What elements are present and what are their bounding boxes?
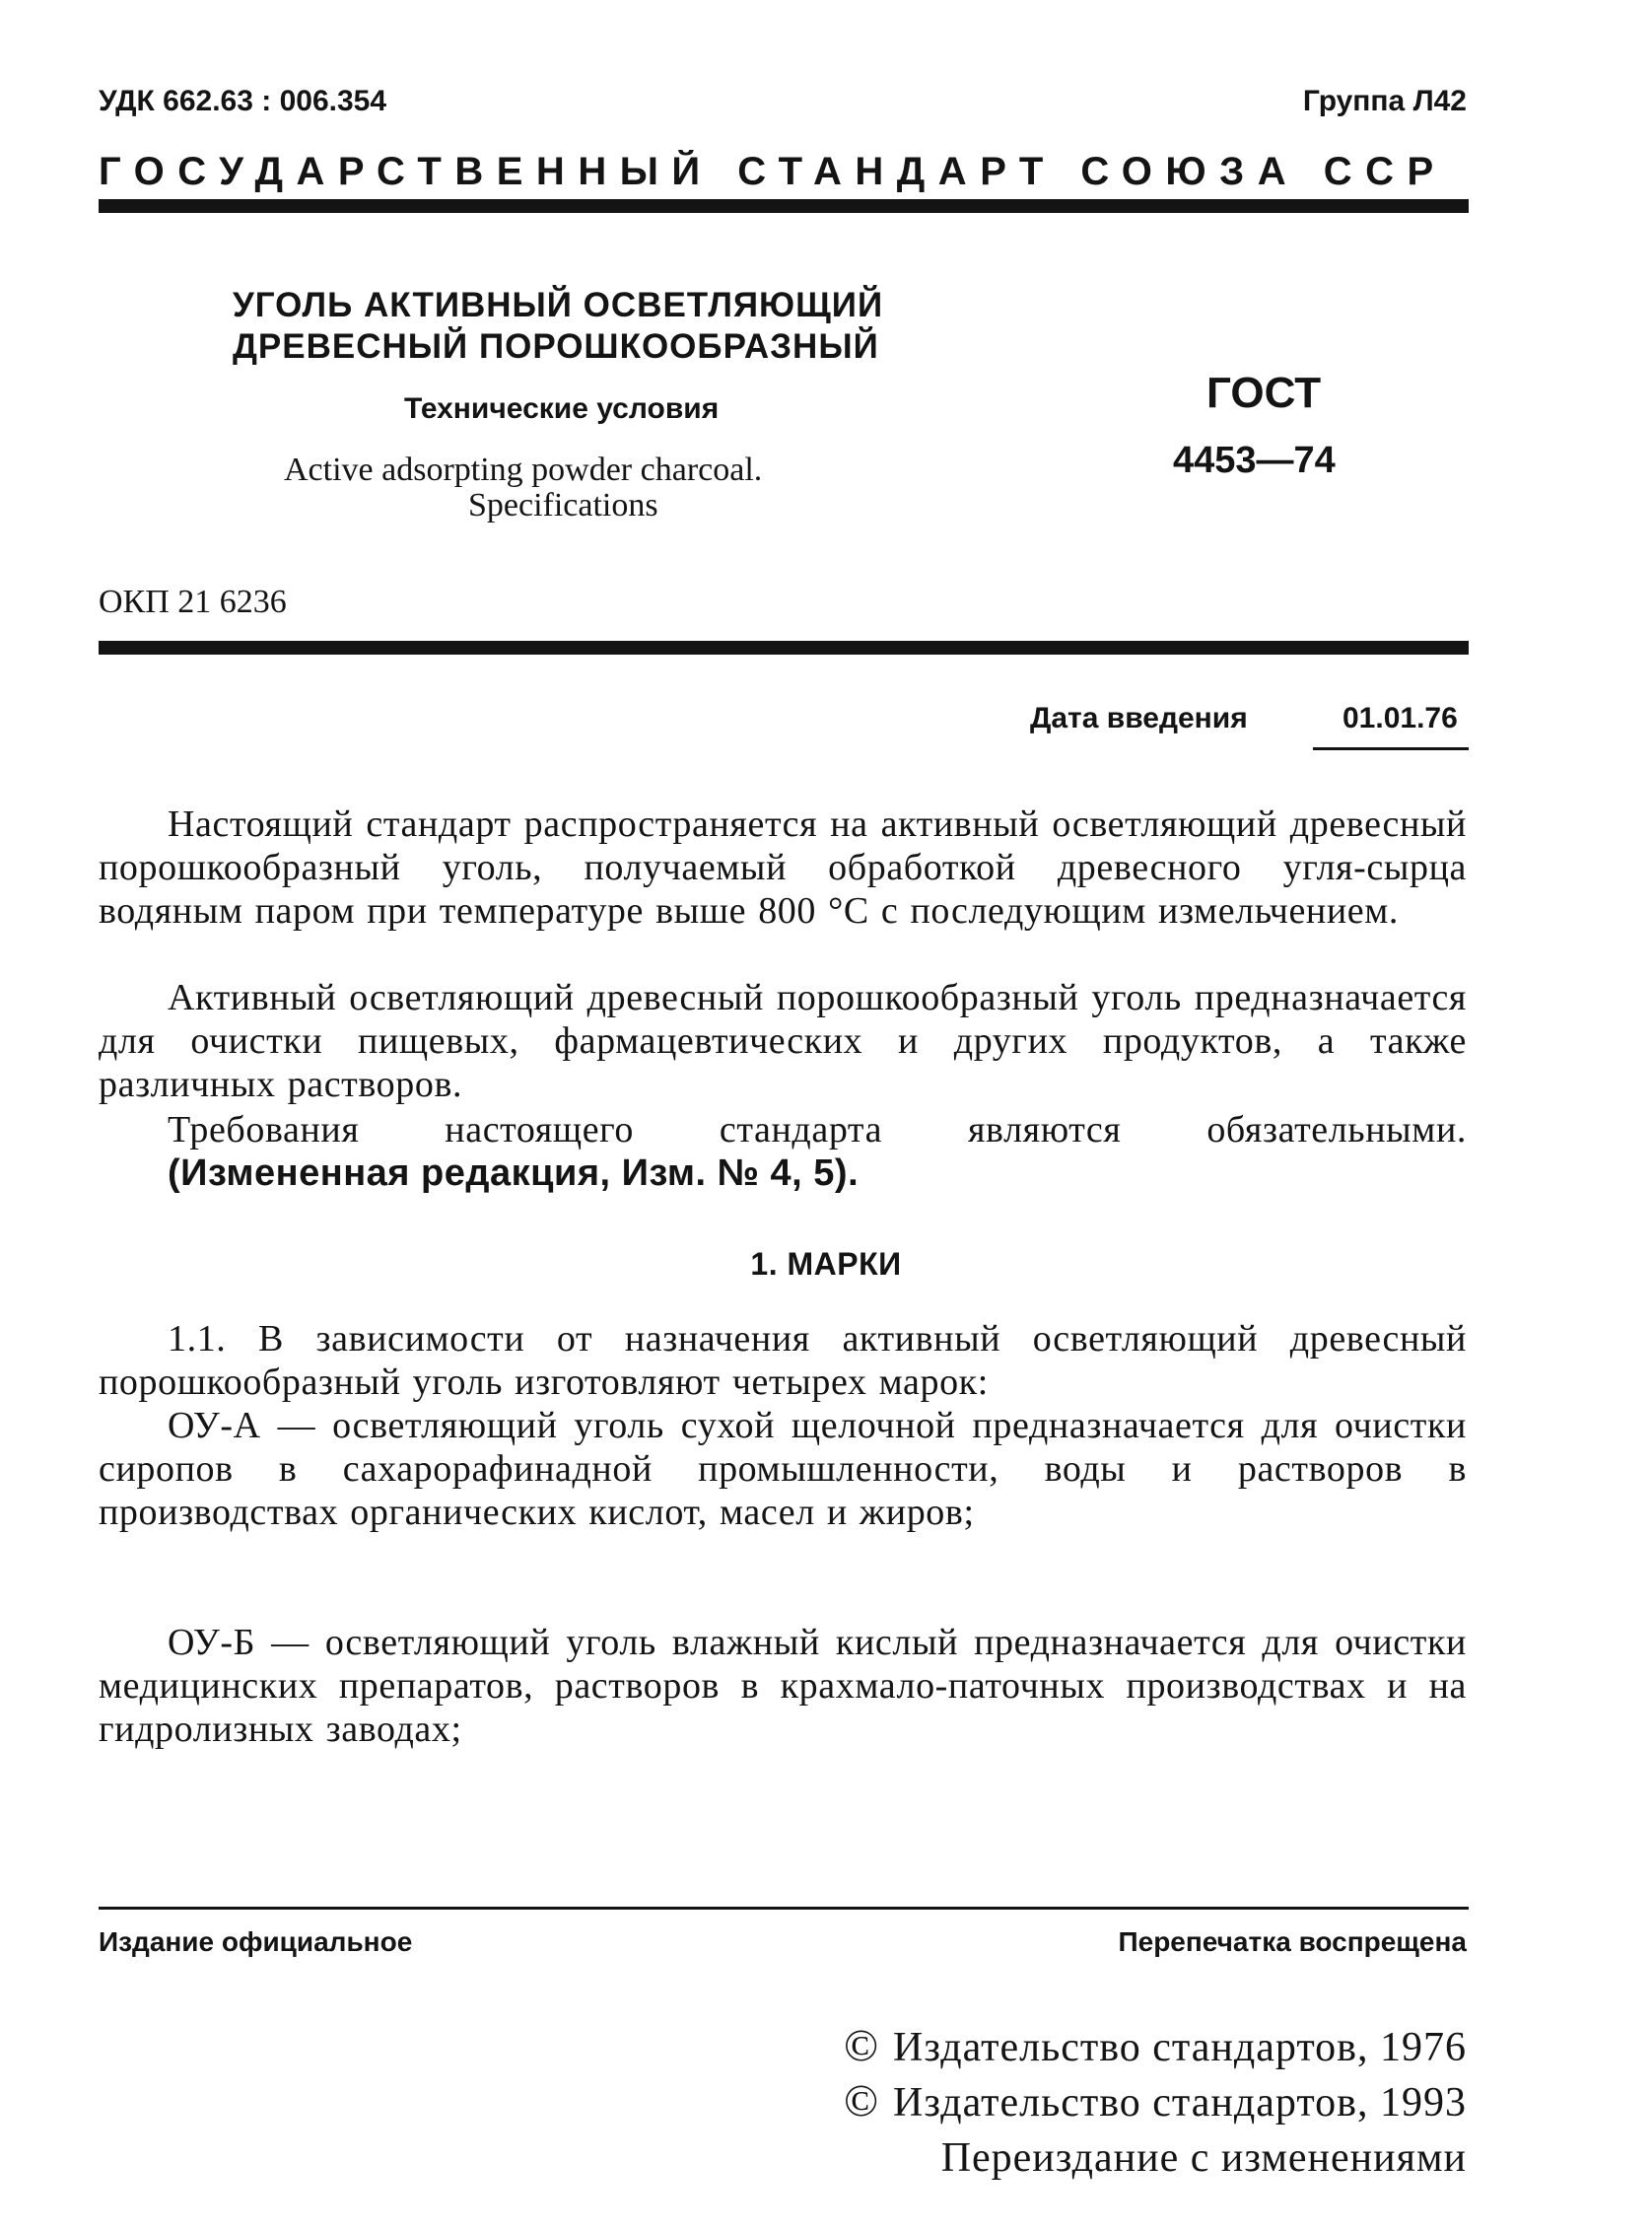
header-divider — [99, 199, 1469, 213]
date-underline — [1313, 747, 1469, 750]
state-standard-heading: ГОСУДАРСТВЕННЫЙ СТАНДАРТ СОЮЗА ССР — [99, 150, 1447, 193]
group-code: Группа Л42 — [1302, 85, 1467, 117]
section-heading-grades: 1. МАРКИ — [750, 1246, 902, 1282]
english-title-line2: Specifications — [468, 487, 658, 523]
paragraph-purpose: Активный осветляющий древесный порошкообразный уголь предназначается для очистки пищевых, фармацевтических и других продуктов, а также различных растворов. — [99, 977, 1467, 1105]
title-divider — [99, 641, 1469, 655]
copyright-line-1976 — [844, 2019, 1467, 2074]
paragraph-scope: Настоящий стандарт распространяется на активный осветляющий древесный порошкообразный уголь, получаемый обработкой древесного угля-сырца водяным паром при температуре выше 800 °С с последующим измельчением. — [99, 803, 1467, 932]
introduction-date-value: 01.01.76 — [1342, 702, 1458, 734]
footer-divider — [99, 1907, 1469, 1910]
copyright-text-1993: Издательство стандартов, 1993 — [893, 2080, 1467, 2126]
introduction-date-label: Дата введения — [1030, 702, 1248, 734]
grade-ou-a-description: ОУ-А — осветляющий уголь сухой щелочной предназначается для очистки сиропов в сахарорафинадной промышленности, воды и растворов в производствах органических кислот, масел и жиров; — [99, 1405, 1467, 1533]
document-subtitle: Технические условия — [404, 392, 720, 425]
english-title-line1: Active adsorpting powder charcoal. — [284, 452, 763, 488]
amendment-note: (Измененная редакция, Изм. № 4, 5). — [168, 1152, 860, 1194]
document-title-line2: ДРЕВЕСНЫЙ ПОРОШКООБРАЗНЫЙ — [233, 327, 879, 366]
reprint-prohibited-label: Перепечатка воспрещена — [1118, 1926, 1467, 1957]
clause-1-1: 1.1. В зависимости от назначения активный осветляющий древесный порошкообразный уголь изготовляют четырех марок: — [99, 1318, 1467, 1403]
grade-ou-b-description: ОУ-Б — осветляющий уголь влажный кислый предназначается для очистки медицинских препаратов, растворов в крахмало-паточных производствах и на гидролизных заводах; — [99, 1622, 1467, 1750]
gost-number: 4453—74 — [1173, 440, 1336, 481]
document-title-line1: УГОЛЬ АКТИВНЫЙ ОСВЕТЛЯЮЩИЙ — [233, 286, 884, 324]
copyright-icon: © — [844, 2075, 880, 2126]
copyright-line-1993 — [844, 2074, 1467, 2129]
copyright-icon: © — [844, 2020, 880, 2070]
okp-code: ОКП 21 6236 — [99, 584, 287, 620]
reissue-note: Переиздание с изменениями — [940, 2135, 1467, 2181]
paragraph-mandatory: Требования настоящего стандарта являются обязательными. — [168, 1109, 1467, 1151]
udk-code: УДК 662.63 : 006.354 — [99, 85, 387, 117]
copyright-text-1976: Издательство стандартов, 1976 — [893, 2025, 1467, 2070]
gost-label: ГОСТ — [1206, 369, 1322, 417]
official-edition-label: Издание официальное — [99, 1926, 413, 1957]
